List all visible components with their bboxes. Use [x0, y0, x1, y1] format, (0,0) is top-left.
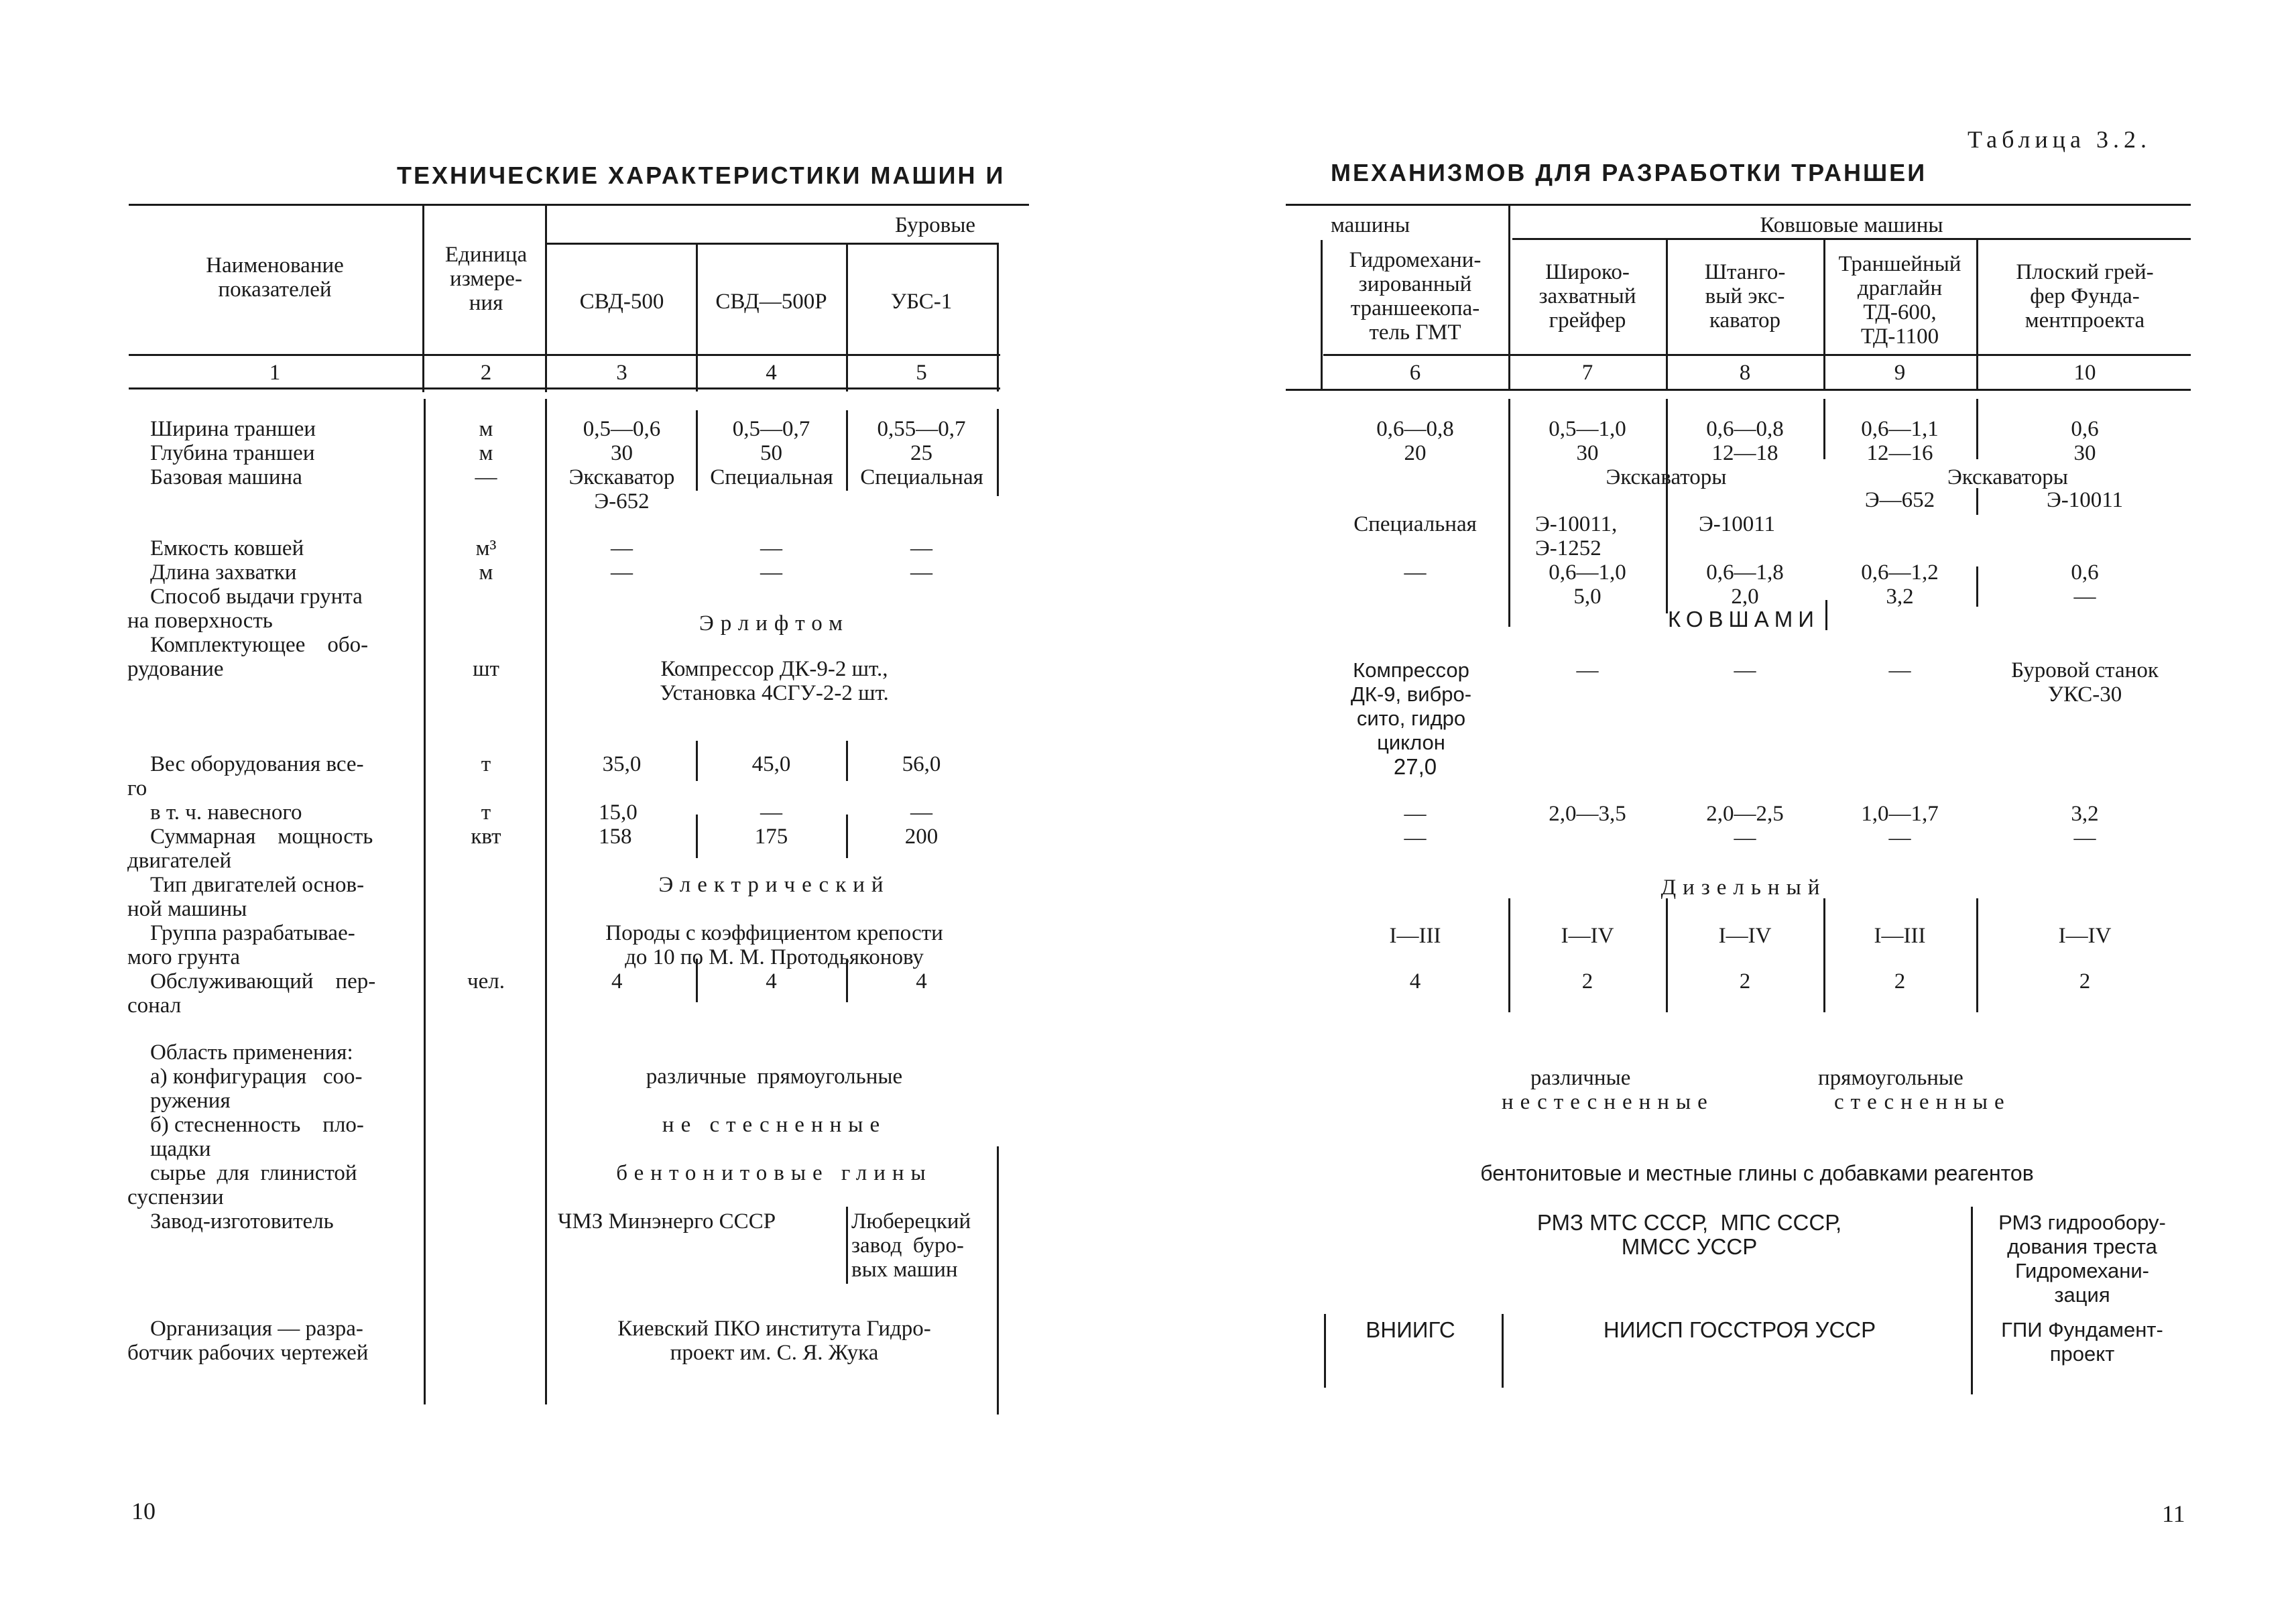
base-c9: Э—652: [1864, 488, 1935, 512]
maker-c10: РМЗ гидрообору- дования треста Гидромехани- зация: [1998, 1211, 2166, 1307]
c6-mounted: —: [1404, 802, 1427, 826]
colnum-6: 6: [1409, 361, 1421, 385]
rule: [1976, 399, 1978, 459]
c4-base: Специальная: [710, 465, 833, 489]
c3-width: 0,5—0,6: [583, 417, 661, 441]
c7-equip: —: [1576, 658, 1599, 682]
rule: [1976, 488, 1978, 515]
c8-grip2: 2,0: [1731, 585, 1759, 609]
c7-staff: 2: [1581, 969, 1593, 994]
row-name-org: Организация — разра- ботчик рабочих чертежей: [127, 1317, 369, 1365]
unit-bucket: м³: [475, 536, 497, 560]
c3-bucket: —: [611, 536, 633, 560]
c9-width: 0,6—1,1: [1861, 417, 1939, 441]
value-soil-right: КОВШАМИ: [1668, 607, 1819, 632]
c9-grip: 0,6—1,2: [1861, 560, 1939, 585]
c8-width: 0,6—0,8: [1706, 417, 1784, 441]
group-burovye: Буровые: [895, 213, 976, 237]
c5-grip: —: [910, 560, 932, 585]
c4-depth: 50: [760, 441, 782, 465]
row-name-config: а) конфигурация соо- ружения: [150, 1065, 363, 1113]
unit-mounted: т: [481, 800, 491, 825]
header-c8: Штанго- вый экс- каватор: [1704, 260, 1786, 333]
colnum-7: 7: [1581, 361, 1593, 385]
c7-bucket: Э-10011, Э-1252: [1535, 512, 1618, 560]
rule: [997, 1146, 999, 1415]
c4-staff: 4: [766, 969, 777, 994]
c6-grip: —: [1404, 560, 1427, 585]
row-name-raw: сырье для глинистой суспензии: [127, 1161, 357, 1209]
unit-grip: м: [479, 560, 493, 585]
header-c10: Плоский грей- фер Фунда- ментпроекта: [2016, 260, 2154, 333]
crowd-right-2: стесненные: [1834, 1090, 2011, 1114]
c5-base: Специальная: [860, 465, 983, 489]
rule: [997, 244, 999, 392]
c7-grip2: 5,0: [1573, 585, 1602, 609]
value-config: различные прямоугольные: [646, 1065, 903, 1089]
c7-mounted: 2,0—3,5: [1549, 802, 1626, 826]
rule: [1512, 238, 2191, 240]
c10-mounted: 3,2: [2071, 802, 2099, 826]
value-org: Киевский ПКО института Гидро- проект им. С. Я. Жука: [617, 1317, 931, 1365]
right-title: МЕХАНИЗМОВ ДЛЯ РАЗРАБОТКИ ТРАНШЕИ: [1331, 159, 1927, 186]
row-name-mounted: в т. ч. навесного: [150, 800, 302, 825]
c10-depth: 30: [2073, 441, 2096, 465]
rule: [1508, 399, 1510, 627]
rule: [545, 204, 547, 392]
rule: [846, 815, 848, 858]
c3-grip: —: [611, 560, 633, 585]
c6-staff: 4: [1409, 969, 1421, 994]
rule: [1666, 399, 1668, 613]
rule: [129, 204, 1029, 206]
colnum-5: 5: [916, 361, 927, 385]
c8-mounted: 2,0—2,5: [1706, 802, 1784, 826]
header-c4: СВД—500Р: [715, 290, 827, 314]
config-right-2: прямоугольные: [1818, 1066, 1963, 1090]
header-c7: Широко- захватный грейфер: [1538, 260, 1636, 333]
c10-grip2: —: [2073, 585, 2096, 609]
value-engine-right: Дизельный: [1660, 876, 1827, 900]
c5-weight: 56,0: [902, 752, 941, 776]
c8-power: —: [1734, 826, 1756, 850]
rule: [545, 399, 547, 1404]
c9-equip: —: [1888, 658, 1911, 682]
row-name-width: Ширина траншеи: [150, 417, 316, 441]
row-name-group: Группа разрабатывае- мого грунта: [127, 921, 355, 969]
rule: [1666, 898, 1668, 1012]
c5-mounted: —: [910, 800, 932, 825]
unit-equip: шт: [473, 657, 499, 681]
row-name-crowd: б) стесненность пло- щадки: [150, 1113, 364, 1161]
c9-depth: 12—16: [1866, 441, 1933, 465]
c3-weight: 35,0: [602, 752, 642, 776]
org-c6: ВНИИГС: [1366, 1317, 1455, 1342]
row-name-maker: Завод-изготовитель: [150, 1209, 334, 1234]
c10-group: I—IV: [2058, 924, 2112, 948]
c6-power: —: [1404, 826, 1427, 850]
base-span1: Экскаваторы: [1606, 465, 1727, 489]
c6-width: 0,6—0,8: [1376, 417, 1454, 441]
rule: [1321, 240, 1323, 389]
c10-equip: Буровой станок УКС-30: [2011, 658, 2159, 707]
row-name-depth: Глубина траншеи: [150, 441, 315, 465]
c7-grip: 0,6—1,0: [1549, 560, 1626, 585]
raw-right: бентонитовые и местные глины с добавками реагентов: [1480, 1161, 2034, 1185]
c3-maker: ЧМЗ Минэнерго СССР: [558, 1209, 776, 1234]
rule: [846, 741, 848, 781]
rule: [129, 354, 1000, 356]
c4-mounted: —: [760, 800, 782, 825]
row-name-grip: Длина захватки: [150, 560, 297, 585]
row-name-equip: Комплектующее обо- рудование: [127, 633, 369, 681]
c6-weight: 27,0: [1393, 754, 1437, 779]
rule: [546, 243, 999, 245]
org-c10: ГПИ Фундамент- проект: [2001, 1318, 2163, 1366]
c5-depth: 25: [910, 441, 932, 465]
c4-weight: 45,0: [751, 752, 791, 776]
header-c5: УБС-1: [890, 290, 953, 314]
unit-weight: т: [481, 752, 491, 776]
rule: [696, 815, 698, 858]
c8-staff: 2: [1739, 969, 1751, 994]
maker-right: РМЗ МТС СССР, МПС СССР, ММСС УССР: [1536, 1210, 1842, 1259]
c5-staff: 4: [916, 969, 927, 994]
header-c6: Гидромехани- зированный траншеекопа- тель ГМТ: [1349, 248, 1482, 345]
rule: [129, 387, 1000, 389]
row-name-power: Суммарная мощность двигателей: [127, 825, 373, 873]
org-mid: НИИСП ГОССТРОЯ УССР: [1603, 1317, 1876, 1342]
c10-width: 0,6: [2071, 417, 2099, 441]
value-crowd: не стесненные: [662, 1113, 887, 1137]
c9-group: I—III: [1874, 924, 1926, 948]
c3-depth: 30: [611, 441, 633, 465]
c9-staff: 2: [1894, 969, 1906, 994]
c3-staff: 4: [611, 969, 623, 994]
group-mashiny: машины: [1331, 213, 1410, 237]
left-page-number: 10: [131, 1498, 156, 1524]
crowd-right-1: нестесненные: [1502, 1090, 1714, 1114]
table-label: Таблица 3.2.: [1968, 126, 2151, 153]
left-title: ТЕХНИЧЕСКИЕ ХАРАКТЕРИСТИКИ МАШИН И: [397, 162, 1006, 189]
row-name-base: Базовая машина: [150, 465, 302, 489]
c5-width: 0,55—0,7: [877, 417, 966, 441]
rule: [696, 741, 698, 781]
c8-equip: —: [1734, 658, 1756, 682]
rule: [1971, 1207, 1973, 1394]
rule: [424, 399, 426, 1404]
c4-power: 175: [754, 825, 788, 849]
rule: [1666, 240, 1668, 389]
header-unit: Единица измере- ния: [444, 243, 528, 315]
unit-depth: м: [479, 441, 493, 465]
c7-width: 0,5—1,0: [1549, 417, 1626, 441]
unit-power: квт: [471, 825, 501, 849]
rule: [1976, 898, 1978, 1012]
c6-depth: 20: [1404, 441, 1427, 465]
c9-grip2: 3,2: [1886, 585, 1914, 609]
group-kovsh: Ковшовые машины: [1760, 213, 1943, 237]
colnum-4: 4: [766, 361, 777, 385]
colnum-10: 10: [2073, 361, 2096, 385]
header-name: Наименование показателей: [206, 253, 344, 302]
c8-depth: 12—18: [1711, 441, 1778, 465]
c9-power: —: [1888, 826, 1911, 850]
rule: [846, 244, 848, 392]
value-raw: бентонитовые глины: [616, 1161, 932, 1185]
c8-group: I—IV: [1718, 924, 1772, 948]
rule: [1823, 898, 1825, 1012]
c10-power: —: [2073, 826, 2096, 850]
config-right-1: различные: [1530, 1066, 1631, 1090]
unit-base: —: [475, 465, 497, 489]
row-name-area: Область применения:: [150, 1040, 353, 1065]
rule: [1323, 354, 2191, 356]
value-group: Породы с коэффициентом крепости до 10 по М. М. Протодьяконову: [605, 921, 943, 969]
colnum-3: 3: [616, 361, 627, 385]
c8-bucket: Э-10011: [1699, 512, 1776, 536]
colnum-1: 1: [269, 361, 281, 385]
c9-mounted: 1,0—1,7: [1861, 802, 1939, 826]
c10-staff: 2: [2079, 969, 2091, 994]
rule: [1976, 240, 1978, 389]
right-page-number: 11: [2162, 1500, 2185, 1527]
row-name-bucket: Емкость ковшей: [150, 536, 304, 560]
value-equip: Компрессор ДК-9-2 шт., Установка 4СГУ-2-2 шт.: [660, 657, 889, 705]
rule: [1502, 1314, 1504, 1388]
rule: [1286, 389, 2191, 391]
base-c10: Э-10011: [2046, 488, 2124, 512]
c6-bucket: Специальная: [1353, 512, 1477, 536]
c5-maker: Люберецкий завод буро- вых машин: [851, 1209, 971, 1282]
row-name-soil: Способ выдачи грунта на поверхность: [127, 585, 363, 633]
row-name-engine: Тип двигателей основ- ной машины: [127, 873, 365, 921]
c3-mounted: 15,0: [599, 800, 638, 825]
unit-width: м: [479, 417, 493, 441]
c8-grip: 0,6—1,8: [1706, 560, 1784, 585]
c6-group: I—III: [1389, 924, 1441, 948]
c3-base: Экскаватор Э-652: [568, 465, 675, 514]
unit-staff: чел.: [467, 969, 505, 994]
rule: [846, 1207, 848, 1284]
header-c9: Траншейный драглайн ТД-600, ТД-1100: [1838, 252, 1961, 349]
value-soil: Эрлифтом: [699, 611, 850, 636]
c4-bucket: —: [760, 536, 782, 560]
value-engine: Электрический: [658, 873, 890, 897]
c7-depth: 30: [1576, 441, 1599, 465]
c6-equip: Компрессор ДК-9, вибро- сито, гидро циклон: [1350, 658, 1472, 754]
c4-grip: —: [760, 560, 782, 585]
rule: [422, 204, 424, 392]
row-name-staff: Обслуживающий пер- сонал: [127, 969, 376, 1018]
rule: [997, 409, 999, 496]
rule: [1976, 566, 1978, 607]
rule: [696, 244, 698, 392]
c10-grip: 0,6: [2071, 560, 2099, 585]
rule: [1508, 204, 1510, 389]
rule: [1508, 898, 1510, 1012]
c5-bucket: —: [910, 536, 932, 560]
c5-power: 200: [904, 825, 939, 849]
colnum-9: 9: [1894, 361, 1906, 385]
c7-group: I—IV: [1561, 924, 1614, 948]
header-c3: СВД-500: [579, 290, 664, 314]
row-name-weight: Вес оборудования все- го: [127, 752, 364, 800]
c3-power: 158: [599, 825, 632, 849]
rule: [1286, 204, 2191, 206]
c4-width: 0,5—0,7: [732, 417, 810, 441]
base-span2: Экскаваторы: [1947, 465, 2068, 489]
colnum-2: 2: [480, 361, 492, 385]
colnum-8: 8: [1739, 361, 1751, 385]
